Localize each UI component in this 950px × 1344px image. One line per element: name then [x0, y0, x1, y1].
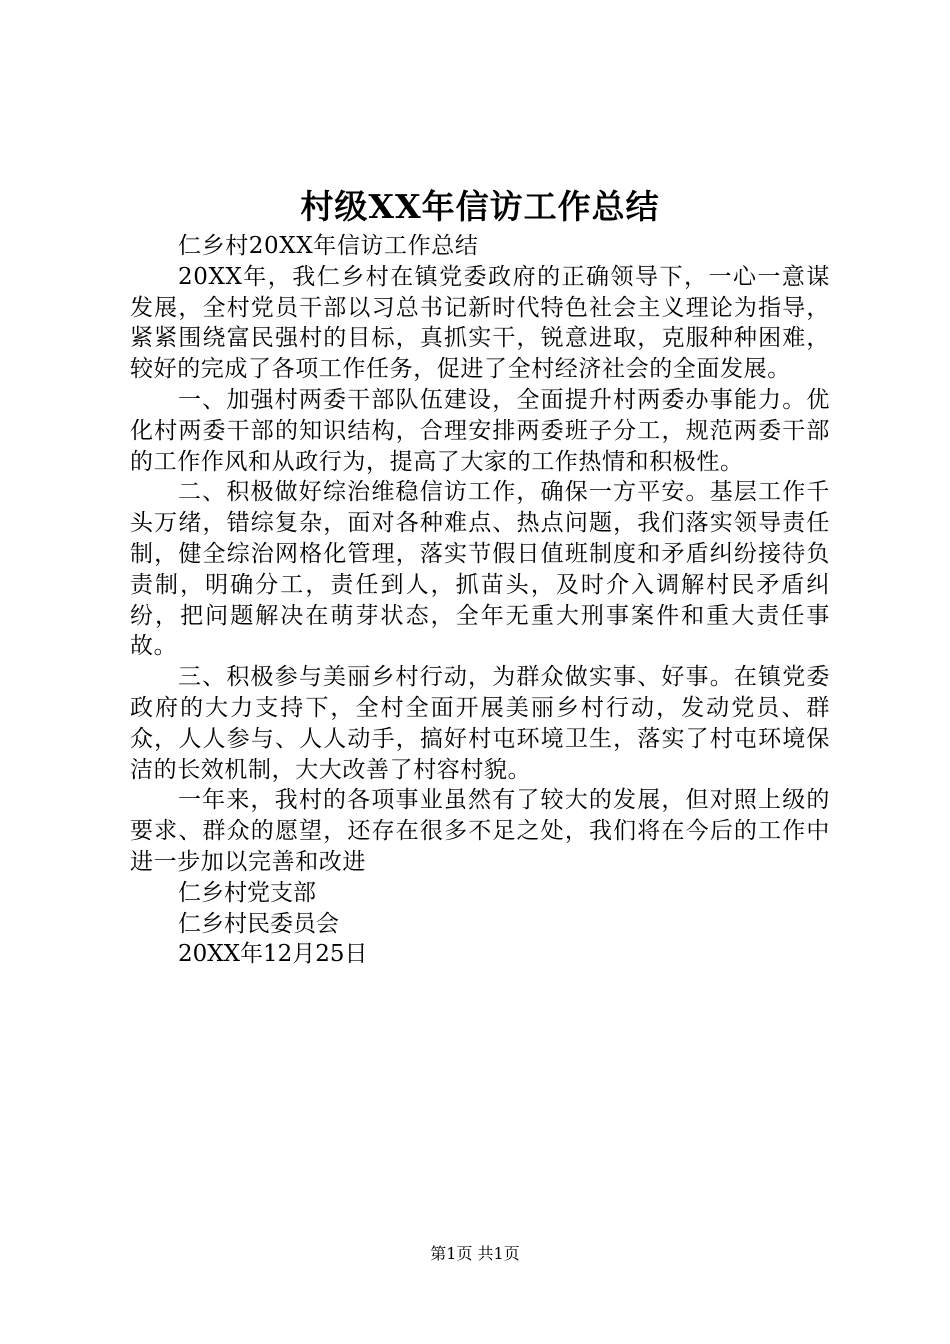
- signature-party-branch: 仁乡村党支部: [178, 879, 316, 906]
- intro-paragraph: 20XX年，我仁乡村在镇党委政府的正确领导下，一心一意谋发展，全村党员干部以习总书记新时代特色社会主义理论为指导，紧紧围绕富民强村的目标，真抓实干，锐意进取，克服种种困难，较好的完成了各项工作任务，促进了全村经济社会的全面发展。: [130, 263, 830, 383]
- page-footer: 第1页 共1页: [430, 1244, 520, 1263]
- signature-date: 20XX年12月25日: [178, 941, 368, 968]
- document-subtitle: 仁乡村20XX年信访工作总结: [178, 233, 479, 259]
- document-title: 村级XX年信访工作总结: [300, 187, 660, 226]
- section-one-paragraph: 一、加强村两委干部队伍建设，全面提升村两委办事能力。优化村两委干部的知识结构，合理安排两委班子分工，规范两委干部的工作作风和从政行为，提高了大家的工作热情和积极性。: [130, 386, 830, 475]
- signature-committee: 仁乡村民委员会: [178, 910, 339, 937]
- document-page: [130, 185, 830, 970]
- section-two-paragraph: 二、积极做好综治维稳信访工作，确保一方平安。基层工作千头万绪，错综复杂，面对各种难点、热点问题，我们落实领导责任制，健全综治网格化管理，落实节假日值班制度和矛盾纠纷接待负责制，明确分工，责任到人，抓苗头，及时介入调解村民矛盾纠纷，把问题解决在萌芽状态，全年无重大刑事案件和重大责任事故。: [130, 479, 830, 660]
- conclusion-paragraph: 一年来，我村的各项事业虽然有了较大的发展，但对照上级的要求、群众的愿望，还存在很多不足之处，我们将在今后的工作中进一步加以完善和改进: [130, 787, 830, 875]
- section-three-paragraph: 三、积极参与美丽乡村行动，为群众做实事、好事。在镇党委政府的大力支持下，全村全面开展美丽乡村行动，发动党员、群众，人人参与、人人动手，搞好村屯环境卫生，落实了村屯环境保洁的长效机制，大大改善了村容村貌。: [130, 664, 830, 783]
